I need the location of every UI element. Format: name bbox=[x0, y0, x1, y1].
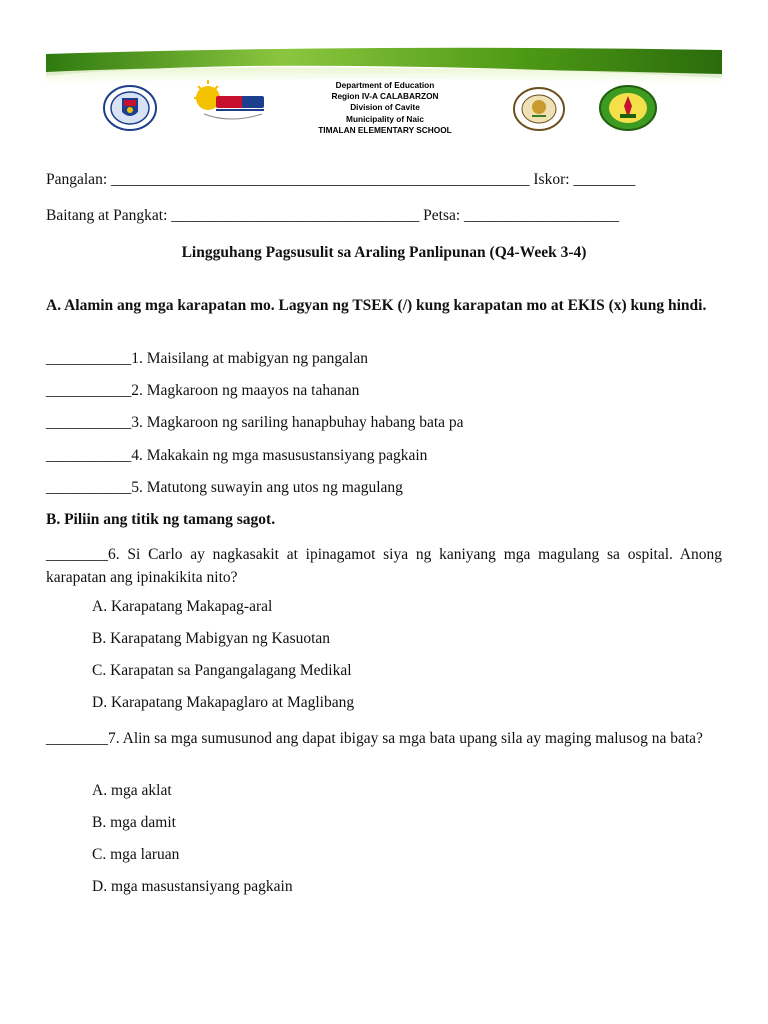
school-header bbox=[290, 80, 480, 136]
option-a: A. mga aklat bbox=[92, 782, 172, 799]
header-line: Region IV-A CALABARZON bbox=[331, 91, 439, 102]
option-d: D. mga masustansiyang pagkain bbox=[92, 878, 293, 895]
header-line: Municipality of Naic bbox=[346, 113, 424, 124]
question-7: ________7. Alin sa mga sumusunod ang dapat ibigay sa mga bata upang sila ay maging malusog na bata? bbox=[46, 730, 703, 747]
header-line: Department of Education bbox=[335, 80, 435, 90]
header-line: TIMALAN ELEMENTARY SCHOOL bbox=[318, 124, 452, 135]
name-score-line[interactable]: Pangalan: ______________________________________________________ Iskor: ________ bbox=[46, 171, 636, 188]
deped-seal-icon bbox=[102, 84, 158, 132]
list-item: ___________3. Magkaroon ng sariling hanapbuhay habang bata pa bbox=[46, 414, 464, 431]
list-item: ___________4. Makakain ng mga masusustansiyang pagkain bbox=[46, 447, 428, 464]
part-a-instruction: A. Alamin ang mga karapatan mo. Lagyan ng TSEK (/) kung karapatan mo at EKIS (x) kung hindi. bbox=[46, 297, 707, 314]
list-item: ___________2. Magkaroon ng maayos na tahanan bbox=[46, 382, 360, 399]
option-c: C. Karapatan sa Pangangalagang Medikal bbox=[92, 662, 352, 679]
quiz-title: Lingguhang Pagsusulit sa Araling Panlipunan (Q4-Week 3-4) bbox=[181, 244, 587, 261]
school-seal-icon bbox=[598, 84, 658, 132]
deped-region-seal-icon bbox=[512, 86, 566, 132]
list-item: ___________5. Matutong suwayin ang utos ng magulang bbox=[46, 479, 403, 496]
question-6: ________6. Si Carlo ay nagkasakit at ipinagamot siya ng kaniyang mga magulang sa ospital. Anong karapatan ang ipinakikita nito? bbox=[46, 546, 722, 586]
header-banner bbox=[46, 44, 722, 148]
option-a: A. Karapatang Makapag-aral bbox=[92, 598, 273, 615]
grade-date-line[interactable]: Baitang at Pangkat: ________________________________ Petsa: ____________________ bbox=[46, 207, 620, 224]
header-line: Division of Cavite bbox=[350, 102, 420, 113]
option-c: C. mga laruan bbox=[92, 846, 180, 863]
option-d: D. Karapatang Makapaglaro at Maglibang bbox=[92, 694, 355, 711]
option-b: B. Karapatang Mabigyan ng Kasuotan bbox=[92, 630, 331, 647]
list-item: ___________1. Maisilang at mabigyan ng pangalan bbox=[46, 350, 368, 367]
part-b-instruction: B. Piliin ang titik ng tamang sagot. bbox=[46, 511, 276, 528]
option-b: B. mga damit bbox=[92, 814, 176, 831]
deped-cavite-logo bbox=[190, 78, 270, 130]
